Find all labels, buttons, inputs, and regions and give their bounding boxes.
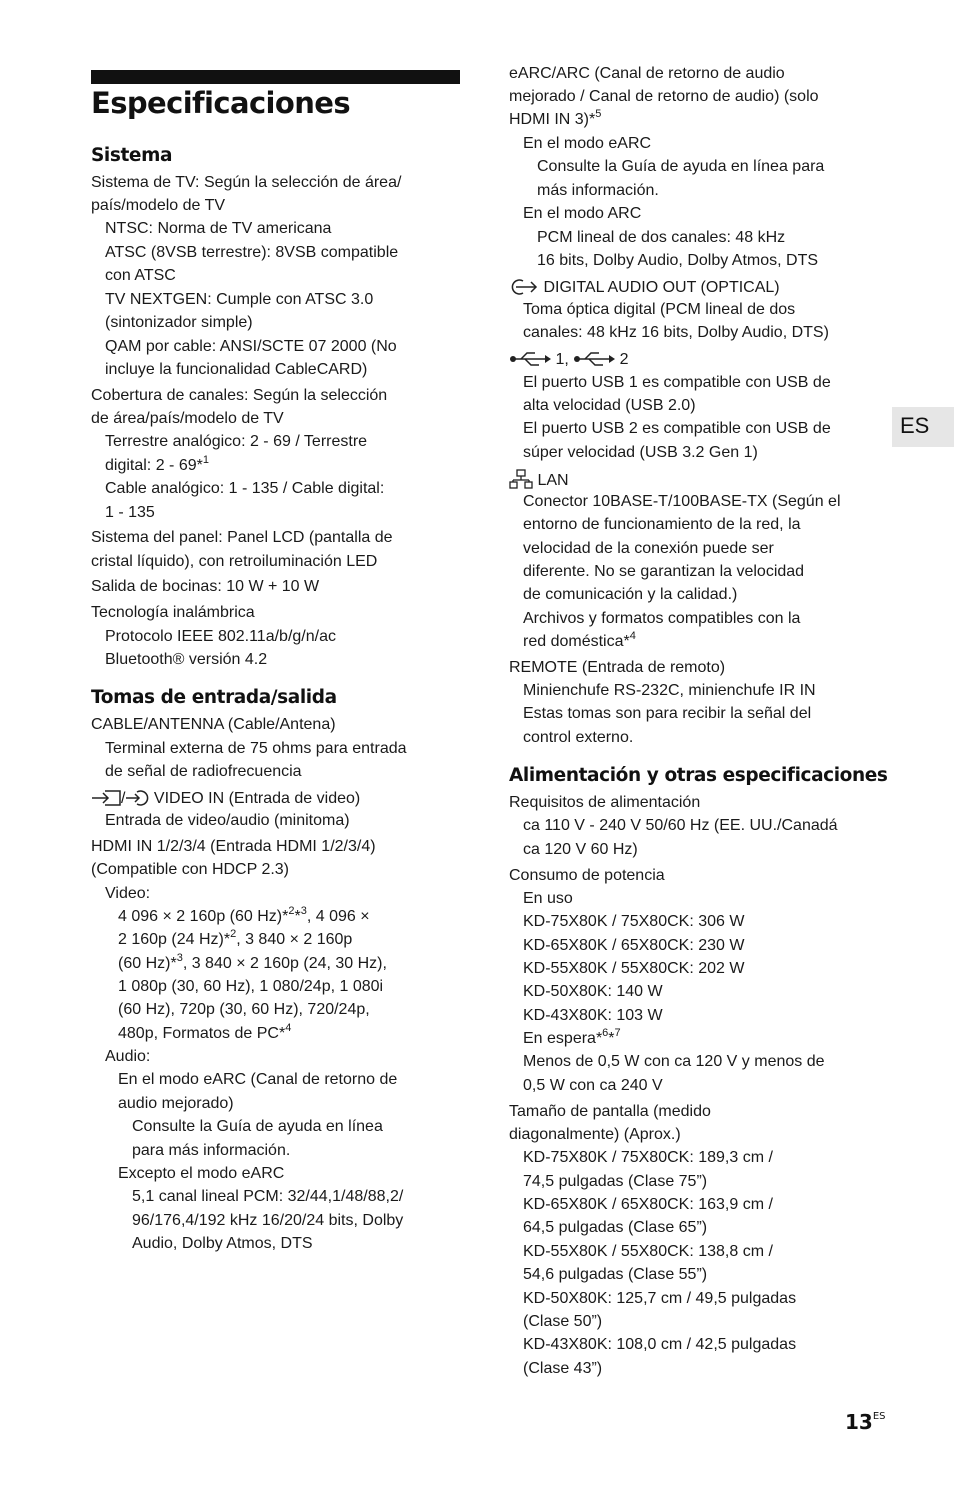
text-line: / VIDEO IN (Entrada de video) xyxy=(91,789,360,808)
text-line: Minienchufe RS-232C, minienchufe IR IN xyxy=(523,682,816,699)
text-line: 1 080p (30, 60 Hz), 1 080/24p, 1 080i xyxy=(118,978,384,995)
text-line: Toma óptica digital (PCM lineal de dos xyxy=(523,301,796,318)
text-line: Consulte la Guía de ayuda en línea xyxy=(132,1118,383,1135)
text-line: digital: 2 - 69*$^1$ xyxy=(105,454,209,474)
text-line: LAN xyxy=(509,469,569,490)
usb-icon xyxy=(573,350,615,368)
text-line: KD-55X80K / 55X80CK: 202 W xyxy=(523,960,745,977)
text-line: En el modo ARC xyxy=(523,205,642,222)
text-line: 16 bits, Dolby Audio, Dolby Atmos, DTS xyxy=(537,252,819,269)
text-line: Conector 10BASE-T/100BASE-TX (Según el xyxy=(523,493,841,510)
text-line: control externo. xyxy=(523,729,634,746)
usb-icon xyxy=(509,350,551,368)
text-line: para más información. xyxy=(132,1142,291,1159)
text-line: 2 160p (24 Hz)*$^2$, 3 840 × 2 160p xyxy=(118,928,353,948)
video-input-icon xyxy=(91,789,121,807)
text-line: Terrestre analógico: 2 - 69 / Terrestre xyxy=(105,433,368,450)
text-line: Sistema de TV: Según la selección de área/ xyxy=(91,174,402,191)
text-line: Tecnología inalámbrica xyxy=(91,604,255,621)
text-line: Audio, Dolby Atmos, DTS xyxy=(132,1235,313,1252)
text-line: KD-50X80K: 140 W xyxy=(523,983,663,1000)
text-line: CABLE/ANTENNA (Cable/Antena) xyxy=(91,716,336,733)
text-line: Consumo de potencia xyxy=(509,867,665,884)
text-line: audio mejorado) xyxy=(118,1095,234,1112)
text-line: Sistema del panel: Panel LCD (pantalla de xyxy=(91,529,393,546)
text-line: KD-43X80K: 103 W xyxy=(523,1007,663,1024)
text-line: Video: xyxy=(105,885,151,902)
text-line: (60 Hz)*$^3$, 3 840 × 2 160p (24, 30 Hz), xyxy=(118,952,387,972)
text-line: REMOTE (Entrada de remoto) xyxy=(509,659,726,676)
text-line: Excepto el modo eARC xyxy=(118,1165,285,1182)
text-line: El puerto USB 2 es compatible con USB de xyxy=(523,420,831,437)
text-line: KD-50X80K: 125,7 cm / 49,5 pulgadas xyxy=(523,1290,797,1307)
text-line: súper velocidad (USB 3.2 Gen 1) xyxy=(523,444,758,461)
text-line: KD-65X80K / 65X80CK: 230 W xyxy=(523,937,745,954)
text-line: de señal de radiofrecuencia xyxy=(105,763,302,780)
text-line: QAM por cable: ANSI/SCTE 07 2000 (No xyxy=(105,338,397,355)
text-line: Bluetooth® versión 4.2 xyxy=(105,651,268,668)
text-line: canales: 48 kHz 16 bits, Dolby Audio, DTS) xyxy=(523,324,829,341)
text-line: NTSC: Norma de TV americana xyxy=(105,220,332,237)
text-line: ATSC (8VSB terrestre): 8VSB compatible xyxy=(105,244,399,261)
page-number: $13^{ES}$ xyxy=(845,1410,886,1434)
text-line: Audio: xyxy=(105,1048,151,1065)
text-line: más información. xyxy=(537,182,659,199)
text-line: Cobertura de canales: Según la selección xyxy=(91,387,388,404)
text-line: KD-65X80K / 65X80CK: 163,9 cm / xyxy=(523,1196,773,1213)
text-line: HDMI IN 3)*$^5$ xyxy=(509,108,602,128)
text-line: PCM lineal de dos canales: 48 kHz xyxy=(537,229,786,246)
text-line: alta velocidad (USB 2.0) xyxy=(523,397,696,414)
text-line: Terminal externa de 75 ohms para entrada xyxy=(105,740,407,757)
text-line: entorno de funcionamiento de la red, la xyxy=(523,516,801,533)
text-line: HDMI IN 1/2/3/4 (Entrada HDMI 1/2/3/4) xyxy=(91,838,376,855)
text-line: Cable analógico: 1 - 135 / Cable digital: xyxy=(105,480,385,497)
page-title: Especificaciones xyxy=(91,86,350,120)
text-line: Consulte la Guía de ayuda en línea para xyxy=(537,158,825,175)
text-line: En espera*$^6$*$^7$ xyxy=(523,1027,621,1047)
text-line: (Compatible con HDCP 2.3) xyxy=(91,861,290,878)
text-line: DIGITAL AUDIO OUT (OPTICAL) xyxy=(509,278,780,297)
text-line: 1 - 135 xyxy=(105,504,155,521)
text-line: KD-43X80K: 108,0 cm / 42,5 pulgadas xyxy=(523,1336,797,1353)
text-line: Salida de bocinas: 10 W + 10 W xyxy=(91,578,320,595)
text-line: En el modo eARC xyxy=(523,135,652,152)
text-line: ca 110 V - 240 V 50/60 Hz (EE. UU./Canadá xyxy=(523,817,838,834)
text-line: diagonalmente) (Aprox.) xyxy=(509,1126,681,1143)
text-line: 96/176,4/192 kHz 16/20/24 bits, Dolby xyxy=(132,1212,404,1229)
text-line: 54,6 pulgadas (Clase 55”) xyxy=(523,1266,708,1283)
text-line: Protocolo IEEE 802.11a/b/g/n/ac xyxy=(105,628,336,645)
title-rule xyxy=(91,70,460,84)
text-line: KD-75X80K / 75X80CK: 306 W xyxy=(523,913,745,930)
text-line: mejorado / Canal de retorno de audio) (solo xyxy=(509,88,819,105)
optical-output-icon xyxy=(509,278,539,296)
text-line: red doméstica*$^4$ xyxy=(523,630,636,650)
text-line: Menos de 0,5 W con ca 120 V y menos de xyxy=(523,1053,825,1070)
video-input-circle-icon xyxy=(125,789,149,807)
lan-icon xyxy=(509,469,533,489)
language-tab xyxy=(892,407,954,447)
section-heading-tomas: Tomas de entrada/salida xyxy=(91,687,337,708)
text-line: (60 Hz), 720p (30, 60 Hz), 720/24p, xyxy=(118,1001,370,1018)
text-line: Archivos y formatos compatibles con la xyxy=(523,610,801,627)
text-line: KD-55X80K / 55X80CK: 138,8 cm / xyxy=(523,1243,773,1260)
section-heading-sistema: Sistema xyxy=(91,145,173,166)
text-line: Requisitos de alimentación xyxy=(509,794,701,811)
text-line: 480p, Formatos de PC*$^4$ xyxy=(118,1022,292,1042)
text-line: En el modo eARC (Canal de retorno de xyxy=(118,1071,398,1088)
text-line: 74,5 pulgadas (Clase 75”) xyxy=(523,1173,708,1190)
text-line: (Clase 50”) xyxy=(523,1313,603,1330)
text-line: 4 096 × 2 160p (60 Hz)*$^2$*$^3$, 4 096 × xyxy=(118,905,370,925)
text-line: eARC/ARC (Canal de retorno de audio xyxy=(509,65,785,82)
text-line: Tamaño de pantalla (medido xyxy=(509,1103,711,1120)
text-line: 5,1 canal lineal PCM: 32/44,1/48/88,2/ xyxy=(132,1188,404,1205)
text-line: de comunicación y la calidad.) xyxy=(523,586,738,603)
text-line: (sintonizador simple) xyxy=(105,314,253,331)
text-line: velocidad de la conexión puede ser xyxy=(523,540,774,557)
text-line: En uso xyxy=(523,890,573,907)
text-line: Entrada de video/audio (minitoma) xyxy=(105,812,350,829)
text-line: El puerto USB 1 es compatible con USB de xyxy=(523,374,831,391)
text-line: TV NEXTGEN: Cumple con ATSC 3.0 xyxy=(105,291,374,308)
text-line: (Clase 43”) xyxy=(523,1360,603,1377)
text-line: país/modelo de TV xyxy=(91,197,226,214)
text-line: de área/país/modelo de TV xyxy=(91,410,284,427)
text-line: diferente. No se garantizan la velocidad xyxy=(523,563,805,580)
text-line: KD-75X80K / 75X80CK: 189,3 cm / xyxy=(523,1149,773,1166)
text-line: 64,5 pulgadas (Clase 65”) xyxy=(523,1219,708,1236)
text-line: 1, 2 xyxy=(509,350,629,369)
text-line: 0,5 W con ca 240 V xyxy=(523,1077,663,1094)
text-line: cristal líquido), con retroiluminación LED xyxy=(91,553,378,570)
section-heading-alimentacion: Alimentación y otras especificaciones xyxy=(509,765,888,786)
text-line: ca 120 V 60 Hz) xyxy=(523,841,638,858)
language-tab-label: ES xyxy=(900,413,930,438)
text-line: Estas tomas son para recibir la señal del xyxy=(523,705,812,722)
text-line: incluye la funcionalidad CableCARD) xyxy=(105,361,368,378)
text-line: con ATSC xyxy=(105,267,176,284)
